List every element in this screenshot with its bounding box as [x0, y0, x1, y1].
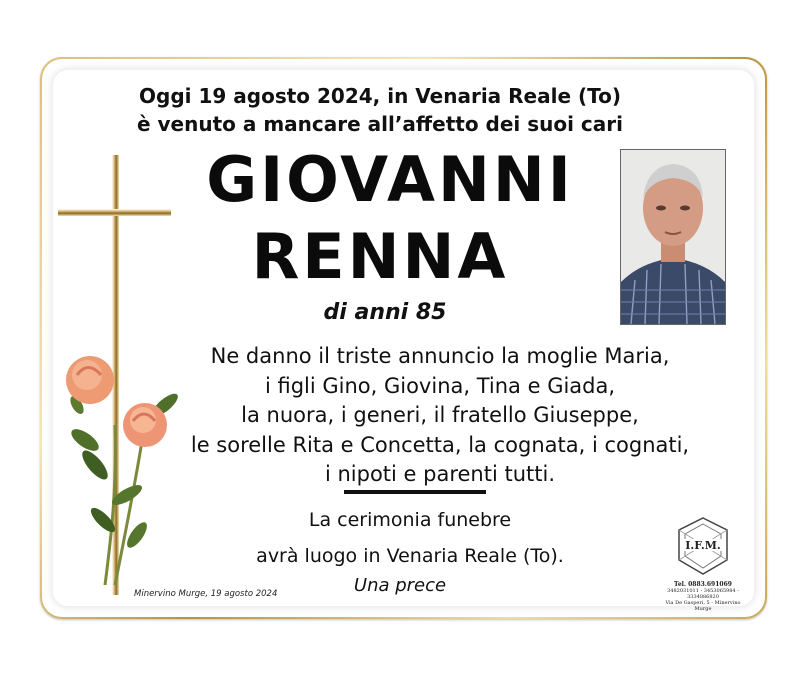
announcement-line: Ne danno il triste annuncio la moglie Maria,: [210, 344, 670, 368]
deceased-age: di anni 85: [323, 300, 447, 325]
agency-phones: 3482031011 - 3453065984 - 3334886820: [667, 588, 739, 600]
prayer-text: Una prece: [353, 575, 447, 596]
portrait-image: [621, 150, 725, 324]
agency-logo: [664, 516, 742, 612]
agency-address: Via De Gasperi, 5 - Minervino Murge: [665, 600, 741, 612]
announcement-text: [160, 342, 720, 490]
portrait-photo: [620, 149, 726, 325]
intro-text: [100, 82, 660, 138]
place-date: Minervino Murge, 19 agosto 2024: [134, 589, 278, 599]
ceremony-line-2: avrà luogo in Venaria Reale (To).: [256, 545, 564, 567]
intro-line-2: è venuto a mancare all’affetto dei suoi cari: [136, 112, 623, 136]
announcement-line: i nipoti e parenti tutti.: [324, 462, 556, 486]
announcement-line: i figli Gino, Giovina, Tina e Giada,: [264, 373, 616, 398]
announcement-line: la nuora, i generi, il fratello Giuseppe,: [241, 403, 639, 427]
deceased-last-name: RENNA: [251, 220, 509, 293]
divider: [344, 490, 486, 494]
ceremony-line-1: La cerimonia funebre: [308, 509, 512, 531]
deceased-first-name: GIOVANNI: [206, 143, 574, 216]
announcement-line: le sorelle Rita e Concetta, la cognata, i cognati,: [190, 432, 690, 457]
agency-emblem-icon: [675, 516, 731, 578]
agency-logo-text: I.F.M.: [685, 539, 721, 552]
agency-tel: Tel. 0883.691069: [674, 581, 732, 588]
intro-line-1: Oggi 19 agosto 2024, in Venaria Reale (To): [139, 84, 621, 108]
